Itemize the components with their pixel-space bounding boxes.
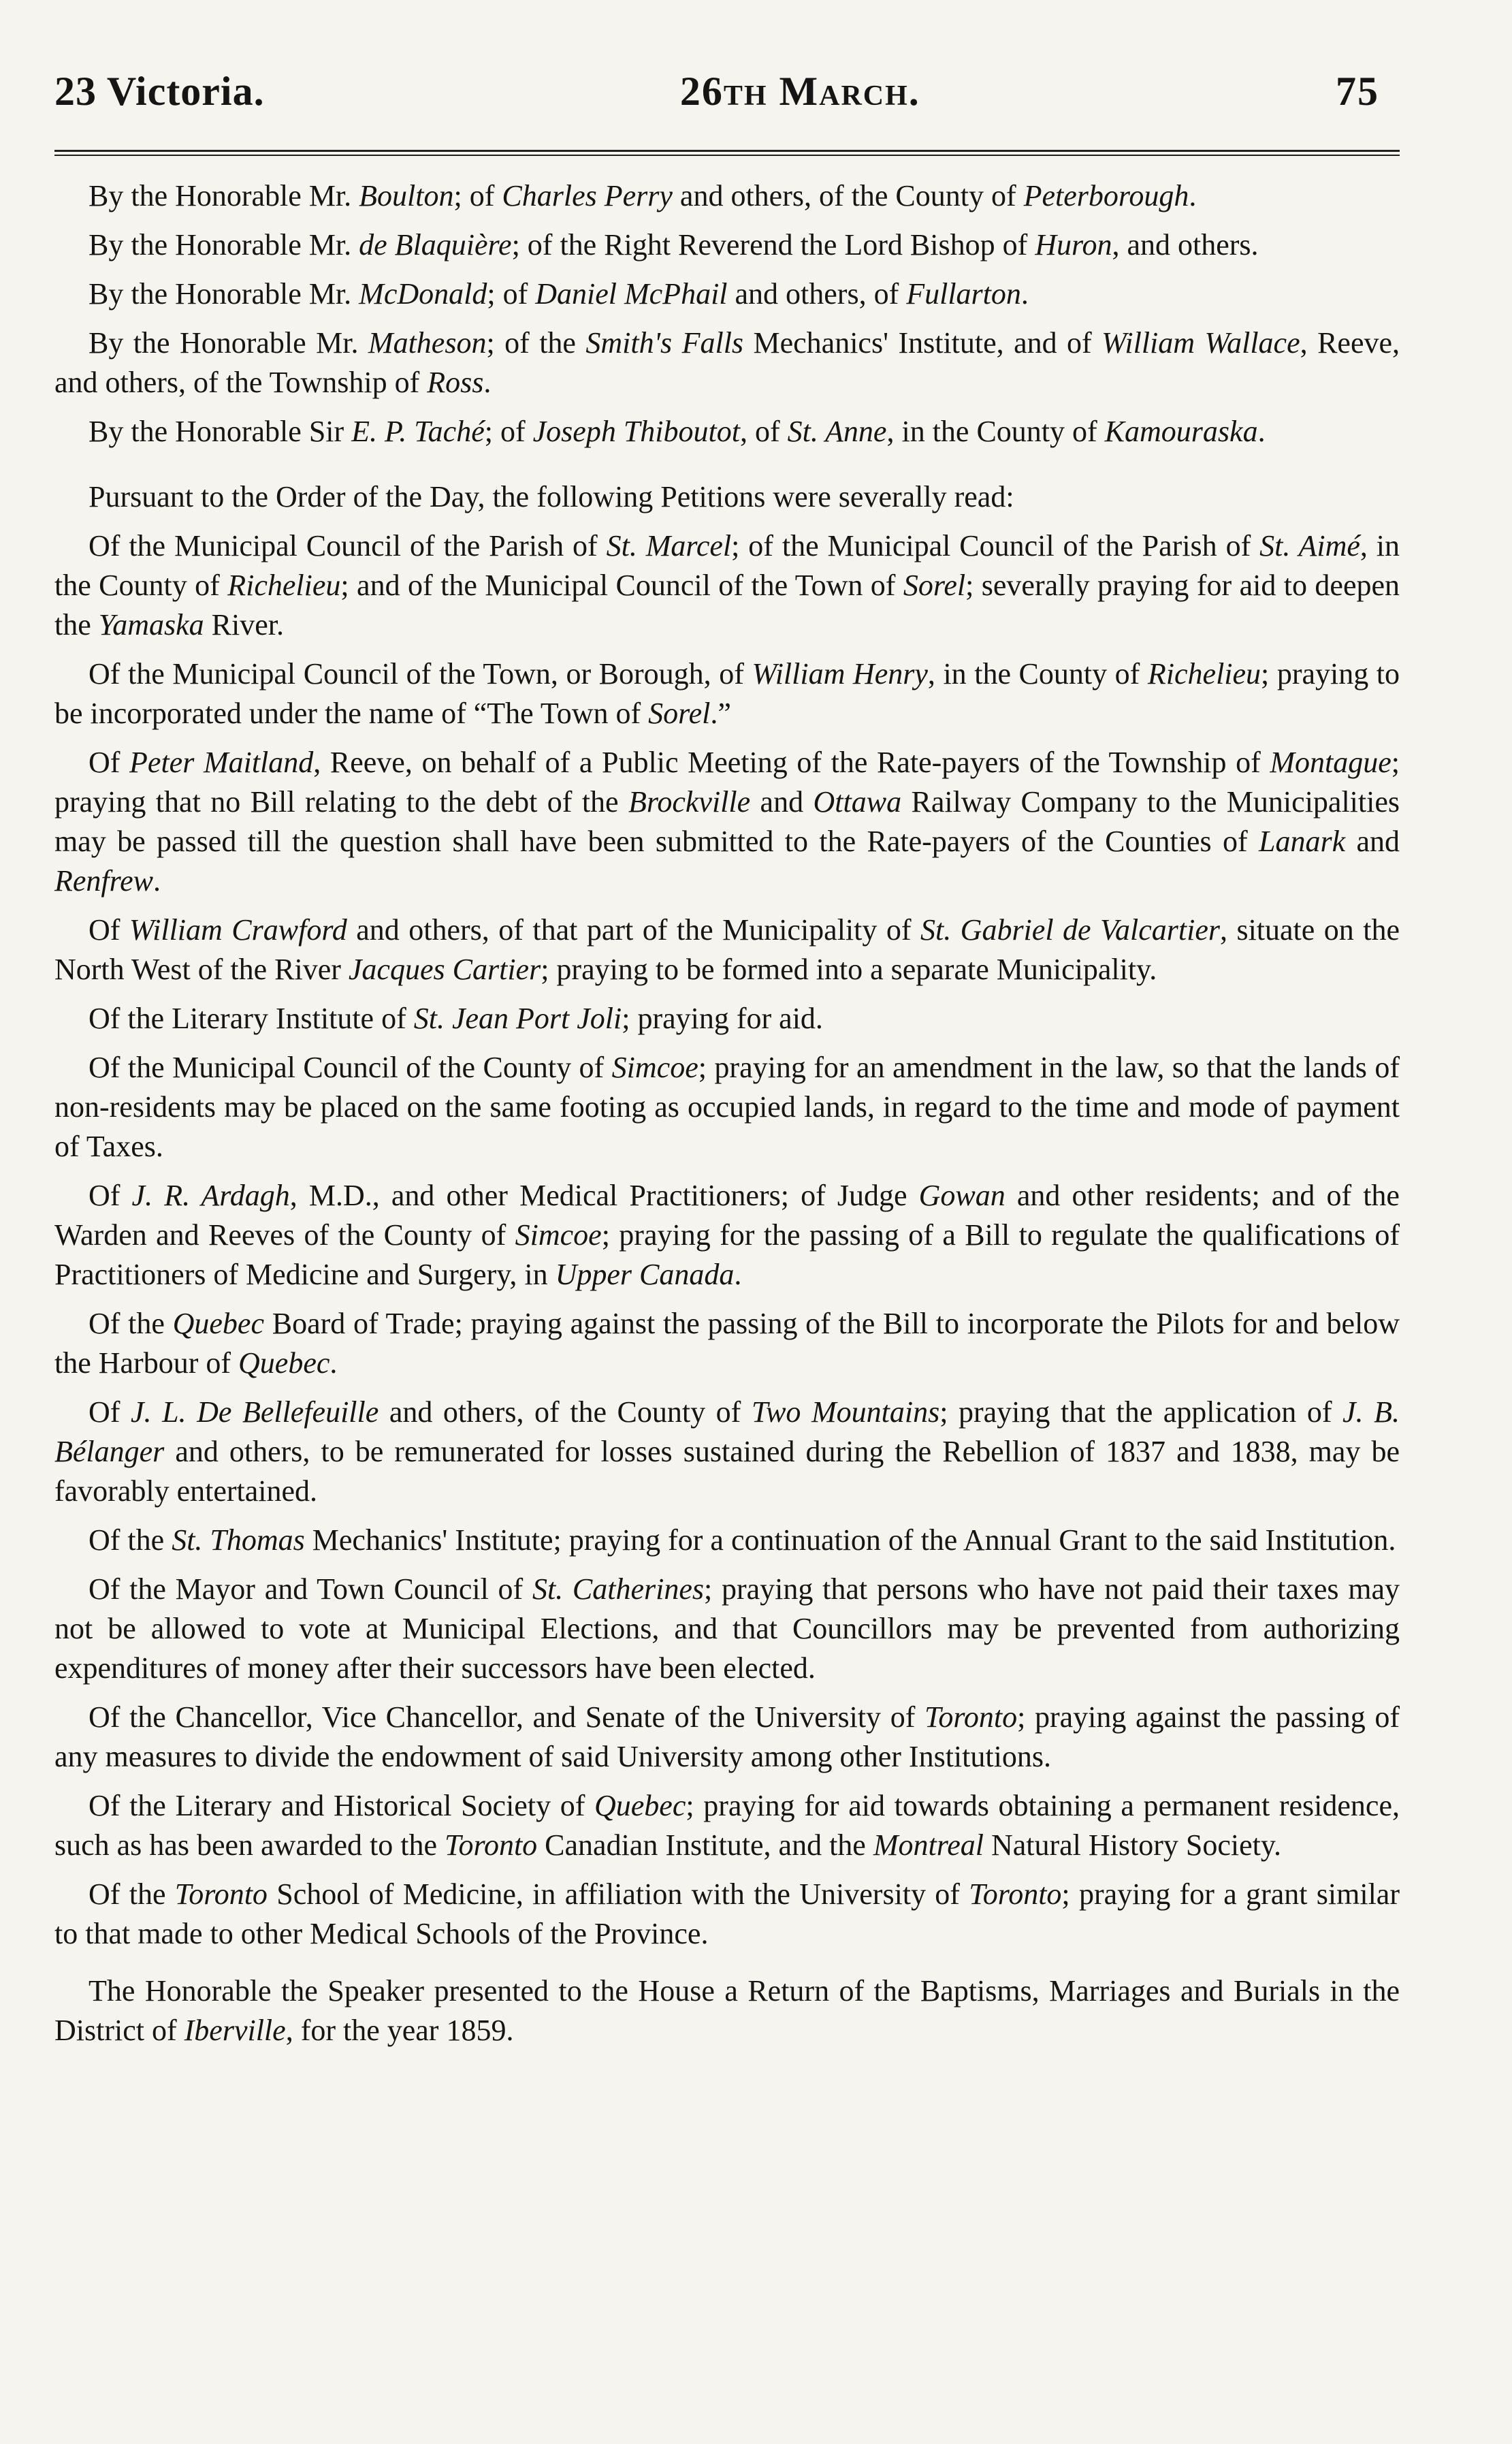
petition-paragraph-literary-society: Of the Literary and Historical Society of Quebec; praying for aid towards obtaining a permanent residence, such as has been awarded to the Toronto Canadian Institute, and the Montreal Natural History Society. (54, 1789, 1400, 1862)
header-rule (54, 150, 1400, 152)
page-number: 75 (1336, 69, 1379, 114)
running-header (54, 68, 1400, 129)
header-date: 26th March. (679, 69, 920, 114)
petition-paragraph-university-toronto: Of the Chancellor, Vice Chancellor, and Senate of the University of Toronto; praying against the passing of any measures to divide the endowment of said University among other Institutions. (54, 1700, 1400, 1773)
speaker-return-paragraph: The Honorable the Speaker presented to the House a Return of the Baptisms, Marriages and Burials in the District of Iberville, for the year 1859. (54, 1974, 1400, 2047)
presented-paragraph-boulton: By the Honorable Mr. Boulton; of Charles Perry and others, of the County of Peterborough. (89, 179, 1197, 212)
petition-paragraph-crawford: Of William Crawford and others, of that part of the Municipality of St. Gabriel de Valcartier, situate on the North West of the River Jacques Cartier; praying to be formed into a separate Municipality. (54, 913, 1400, 986)
presented-paragraph-tache: By the Honorable Sir E. P. Taché; of Joseph Thiboutot, of St. Anne, in the County of Kamouraska. (89, 415, 1266, 448)
petition-paragraph-st-thomas: Of the St. Thomas Mechanics' Institute; praying for a continuation of the Annual Grant to the said Institution. (89, 1523, 1396, 1557)
page-body (54, 176, 1400, 2050)
petition-paragraph-st-catherines: Of the Mayor and Town Council of St. Catherines; praying that persons who have not paid their taxes may not be allowed to vote at Municipal Elections, and that Councillors may be prevented from authorizing expenditures of money after their successors have been elected. (54, 1572, 1400, 1685)
petition-paragraph-school-of-medicine: Of the Toronto School of Medicine, in affiliation with the University of Toronto; praying for a grant similar to that made to other Medical Schools of the Province. (54, 1877, 1400, 1950)
petition-paragraph-maitland: Of Peter Maitland, Reeve, on behalf of a Public Meeting of the Rate-payers of the Township of Montague; praying that no Bill relating to the debt of the Brockville and Ottawa Railway Company to the Municipalities may be passed till the question shall have been submitted to the Rate-payers of the Counties of Lanark and Renfrew. (54, 746, 1400, 898)
presented-paragraph-de-blaquiere: By the Honorable Mr. de Blaquière; of the Right Reverend the Lord Bishop of Huron, and others. (89, 228, 1259, 261)
petition-paragraph-ardagh: Of J. R. Ardagh, M.D., and other Medical Practitioners; of Judge Gowan and other residents; and of the Warden and Reeves of the County of Simcoe; praying for the passing of a Bill to regulate the qualifications of Practitioners of Medicine and Surgery, in Upper Canada. (54, 1179, 1400, 1291)
petition-paragraph-yamaska: Of the Municipal Council of the Parish of St. Marcel; of the Municipal Council of the Parish of St. Aimé, in the County of Richelieu; and of the Municipal Council of the Town of Sorel; severally praying for aid to deepen the Yamaska River. (54, 529, 1400, 641)
petition-paragraph-port-joli: Of the Literary Institute of St. Jean Port Joli; praying for aid. (89, 1002, 823, 1035)
order-of-day-paragraph: Pursuant to the Order of the Day, the following Petitions were severally read: (89, 480, 1014, 513)
petition-paragraph-quebec-board: Of the Quebec Board of Trade; praying against the passing of the Bill to incorporate the Pilots for and below the Harbour of Quebec. (54, 1307, 1400, 1380)
header-session: 23 Victoria. (54, 69, 265, 114)
presented-paragraph-mcdonald: By the Honorable Mr. McDonald; of Daniel McPhail and others, of Fullarton. (89, 277, 1029, 311)
petition-paragraph-simcoe-taxes: Of the Municipal Council of the County of Simcoe; praying for an amendment in the law, so that the lands of non-residents may be placed on the same footing as occupied lands, in regard to the time and mode of payment of Taxes. (54, 1051, 1400, 1163)
header-rule-secondary (54, 155, 1400, 156)
presented-paragraph-matheson: By the Honorable Mr. Matheson; of the Smith's Falls Mechanics' Institute, and of William Wallace, Reeve, and others, of the Township of Ross. (54, 326, 1400, 399)
petition-paragraph-william-henry: Of the Municipal Council of the Town, or Borough, of William Henry, in the County of Richelieu; praying to be incorporated under the name of “The Town of Sorel.” (54, 657, 1400, 730)
petition-paragraph-bellefeuille: Of J. L. De Bellefeuille and others, of the County of Two Mountains; praying that the application of J. B. Bélanger and others, to be remunerated for losses sustained during the Rebellion of 1837 and 1838, may be favorably entertained. (54, 1395, 1400, 1508)
